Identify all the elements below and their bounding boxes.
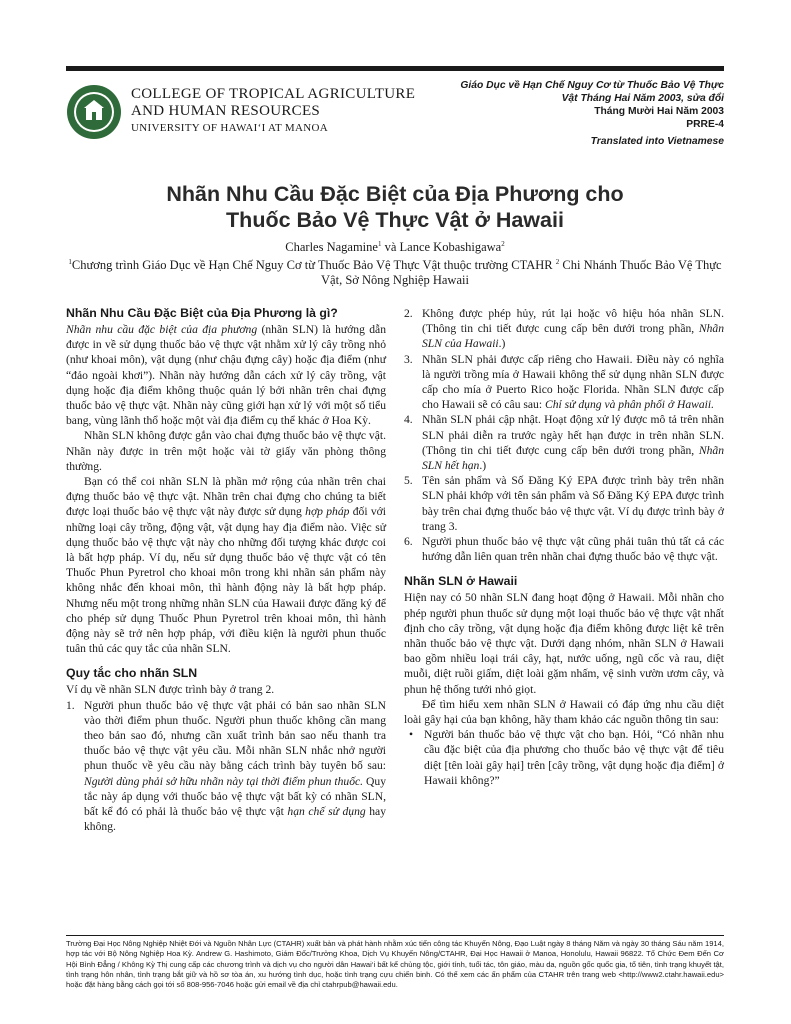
- list-item: [404, 412, 724, 473]
- list-italic: Người dùng phải sở hữu nhãn này tại thời điểm phun thuốc.: [84, 774, 364, 788]
- paragraph: Nhãn SLN không được gắn vào chai đựng thuốc bảo vệ thực vật. Nhãn này được in trên một hoặc vài tờ giấy văn phòng thông thường.: [66, 429, 386, 473]
- affiliation-2: Chi Nhánh Thuốc Bảo Vệ Thực Vật, Sở Nông Nghiệp Hawaii: [321, 258, 722, 288]
- authors-block: [66, 237, 724, 288]
- list-item: [404, 306, 724, 352]
- author-2: và Lance Kobashigawa: [381, 240, 502, 255]
- section-heading-rules: Quy tắc cho nhãn SLN: [66, 666, 198, 681]
- term-italic: Nhãn nhu cầu đặc biệt của địa phương: [66, 323, 258, 336]
- university-seal-icon: [66, 84, 122, 140]
- footer-rule: [66, 935, 724, 936]
- right-column: [404, 306, 724, 788]
- affiliations: [66, 255, 724, 288]
- bullet-icon: •: [409, 728, 414, 742]
- list-text: Quy tắc này áp dụng với thuốc bảo vệ thực vật bất kỳ có nhãn SLN, bất kể đó có phải là thuốc bảo vệ thực vật: [84, 774, 386, 819]
- bullet-item: [404, 727, 724, 788]
- title-line-2: Thuốc Bảo Vệ Thực Vật ở Hawaii: [226, 208, 564, 232]
- list-text: hay không.: [84, 805, 386, 834]
- list-item: [404, 473, 724, 534]
- bullet-text: Người bán thuốc bảo vệ thực vật cho bạn. Hỏi, “Có nhãn nhu cầu đặc biệt của địa phương cho thuốc bảo vệ thực vật để tiêu diệt [tên loài gây hại] trên [cây trồng, vật dụng hoặc địa điểm] ở Hawaii không?”: [424, 728, 724, 787]
- paragraph: [66, 474, 386, 656]
- pub-date: Tháng Mười Hai Năm 2003: [594, 106, 724, 117]
- college-line-1: COLLEGE OF TROPICAL AGRICULTURE: [131, 86, 416, 102]
- pub-code: PRRE-4: [686, 119, 724, 130]
- section-heading-what-is-sln: Nhãn Nhu Cầu Đặc Biệt của Địa Phương là gì?: [66, 306, 338, 320]
- paragraph: [66, 322, 386, 428]
- list-number: 6.: [404, 535, 413, 549]
- paragraph-text: đối với những loại cây trồng, động vật, vật dụng hay địa điểm nào. Việc sử dụng thuốc bảo vệ thực vật này cho những đối tượng khác được coi là bất hợp pháp. Ví dụ, nếu sử dụng thuốc bảo vệ thực vật có tên Thuốc Phun Pyretrol cho khoai môn trong khi nhãn sản phẩm này không nhắc đến khoai môn, thì hành động này là bất hợp pháp. Nhưng nếu một trong những nhãn SLN của Hawaii được đăng ký để cho phép sử dụng Thuốc Phun Pyretrol trên khoai môn, thì hành động này sẽ trở nên hợp pháp, với điều kiện là người phun thuốc tuân thủ các quy tắc của nhãn SLN.: [66, 505, 386, 656]
- paragraph-text: (nhãn SLN) là hướng dẫn được in về sử dụng thuốc bảo vệ thực vật nhằm xử lý cây trồng nhỏ (như khoai môn), vật dụng (như chậu đựng cây) hoặc địa điểm (như “đảo ngoài khơi”). Nhãn này hướng dẫn cách xử lý cây trồng, vật dụng hoặc địa điểm không thuộc quản lý bởi nhãn trên chai đựng thuốc bảo vệ thực vật. Nhãn này cũng giới hạn xử lý với một số tiểu bang, vùng lãnh thổ hoặc một vài địa điểm cụ thể khác ở Hoa Kỳ.: [66, 323, 386, 428]
- list-italic: Chỉ sử dụng và phân phối ở Hawaii.: [544, 398, 715, 412]
- list-number: 2.: [404, 307, 413, 320]
- list-text: Nhãn SLN phải cập nhật. Hoạt động xử lý được mô tả trên nhãn SLN phải diễn ra trước ngày hết hạn được in trên nhãn SLN. (Thông tin chi tiết được cung cấp bên dưới trong phần,: [422, 413, 724, 457]
- pub-line-1: Giáo Dục về Hạn Chế Nguy Cơ từ Thuốc Bảo Vệ Thực: [460, 80, 724, 91]
- title-line-1: Nhãn Nhu Cầu Đặc Biệt của Địa Phương cho: [166, 182, 624, 206]
- author-1-sup: 1: [377, 240, 382, 248]
- translated-note: Translated into Vietnamese: [590, 136, 724, 147]
- affiliation-1: Chương trình Giáo Dục về Hạn Chế Nguy Cơ từ Thuốc Bảo Vệ Thực Vật thuộc trường CTAHR: [71, 258, 556, 273]
- list-item: [66, 698, 386, 835]
- list-text: Người phun thuốc bảo vệ thực vật phải có bản sao nhãn SLN vào thời điểm phun thuốc. Người phun thuốc không cần mang theo bản sao đó, nhưng cần xuất trình bản sao nếu thanh tra thuốc bảo vệ thực vật yêu cầu. Mỗi nhãn SLN nhắc nhở người phun thuốc về yêu cầu này bằng cách trình bày tuyên bố sau:: [84, 698, 386, 773]
- college-line-2: AND HUMAN RESOURCES: [131, 103, 321, 119]
- pub-line-2: Vật Tháng Hai Năm 2003, sửa đổi: [561, 93, 724, 104]
- list-italic: Nhãn SLN hết hạn: [422, 443, 724, 473]
- list-italic: Nhãn SLN của Hawaii: [422, 322, 724, 351]
- list-text: .): [479, 459, 487, 473]
- author-2-sup: 2: [501, 240, 505, 248]
- affil-sup-2: 2: [555, 258, 560, 267]
- publication-info: [394, 79, 724, 148]
- author-names: [66, 237, 724, 255]
- affil-sup-1: 1: [68, 258, 72, 267]
- term-italic: hợp pháp: [305, 505, 350, 519]
- header-rule: [66, 66, 724, 71]
- paragraph: Để tìm hiểu xem nhãn SLN ở Hawaii có đáp ứng nhu cầu diệt loài gây hại của bạn không, hãy tham khảo các nguồn thông tin sau:: [404, 697, 724, 727]
- footer-notice: Trường Đại Học Nông Nghiệp Nhiệt Đới và Nguồn Nhân Lực (CTAHR) xuất bản và phát hành nhằm xúc tiến công tác Khuyến Nông, Đạo Luật ngày 8 tháng Năm và ngày 30 tháng Sáu năm 1914, hợp tác với Bộ Nông Nghiệp Hoa Kỳ. Andrew G. Hashimoto, Giám Đốc/Trưởng Khoa, Dịch Vụ Khuyến Nông/CTAHR, Đại Học Hawaii ở Manoa, Honolulu, Hawaii 96822. Tổ Chức Đem Đến Cơ Hội Bình Đẳng / Không Kỳ Thị cung cấp các chương trình và dịch vụ cho người dân Hawai‘i bất kể chủng tộc, giới tính, tuổi tác, tôn giáo, màu da, nguồn gốc quốc gia, tổ tiên, tình trạng khuyết tật, tình trạng hôn nhân, tình trạng bắt giữ và hồ sơ tòa án, xu hướng tình dục, hoặc tình trạng cựu chiến binh. Có thể xem các ấn phẩm của CTAHR trên trang web <http://www2.ctahr.hawaii.edu> hoặc đặt hàng bằng cách gọi tới số 808-956-7046 hoặc gửi email về địa chỉ ctahrpub@hawaii.edu.: [66, 939, 724, 990]
- paragraph: Ví dụ về nhãn SLN được trình bày ở trang 2.: [66, 683, 275, 697]
- list-text: Nhãn SLN phải được cấp riêng cho Hawaii. Điều này có nghĩa là người trồng mía ở Hawaii không thể sử dụng nhãn SLN được cấp cho mía ở Puerto Rico hoặc Florida. Nhãn SLN được cấp cho Hawaii sẽ có câu sau:: [422, 352, 724, 412]
- section-heading-hawaii-sln: Nhãn SLN ở Hawaii: [404, 574, 518, 589]
- college-line-3: UNIVERSITY OF HAWAI‘I AT MANOA: [131, 122, 328, 134]
- list-item: [404, 534, 724, 564]
- author-1: Charles Nagamine: [285, 240, 378, 255]
- paragraph: Hiện nay có 50 nhãn SLN đang hoạt động ở Hawaii. Mỗi nhãn cho phép người phun thuốc sử dụng một loại thuốc bảo vệ thực vật nhất định cho cây trồng, vật dụng hoặc địa điểm không được liệt kê trên nhãn thuốc bảo vệ thực vật. Dưới dạng nhóm, nhãn SLN ở Hawaii bao gồm nhiều loại trái cây, hạt, nước uống, ngũ cốc và rau, diệt muỗi, diệt ruồi giấm, diệt loài gặm nhấm, vệ sinh vườn ươm cây, và phun hệ thống tưới nhỏ giọt.: [404, 591, 724, 696]
- left-column: [66, 306, 386, 835]
- list-item: [404, 352, 724, 413]
- list-italic: hạn chế sử dụng: [287, 805, 366, 819]
- list-text: .): [498, 337, 506, 351]
- paragraph-text: Bạn có thể coi nhãn SLN là phần mở rộng của nhãn trên chai đựng thuốc bảo vệ thực vật. Nhãn trên chai đựng cho chúng ta biết được loại thuốc bảo vệ thực vật này được sử dụng: [66, 475, 386, 519]
- list-number: 4.: [404, 413, 413, 427]
- page-title: [66, 181, 724, 233]
- college-name: [131, 86, 415, 136]
- list-text: Người phun thuốc bảo vệ thực vật cũng phải tuân thủ tất cả các hướng dẫn liên quan trên nhãn chai đựng thuốc bảo vệ thực vật.: [422, 535, 724, 564]
- list-number: 5.: [404, 474, 413, 488]
- list-number: 1.: [66, 698, 75, 712]
- list-number: 3.: [404, 352, 413, 366]
- list-text: Không được phép hủy, rút lại hoặc vô hiệu hóa nhãn SLN. (Thông tin chi tiết được cung cấp bên dưới trong phần,: [422, 307, 724, 336]
- list-text: Tên sản phẩm và Số Đăng Ký EPA được trình bày trên nhãn SLN phải khớp với tên sản phẩm và Số Đăng Ký EPA được trình bày trên chai đựng thuốc bảo vệ thực vật. Ví dụ được trình bày ở trang 3.: [422, 474, 724, 533]
